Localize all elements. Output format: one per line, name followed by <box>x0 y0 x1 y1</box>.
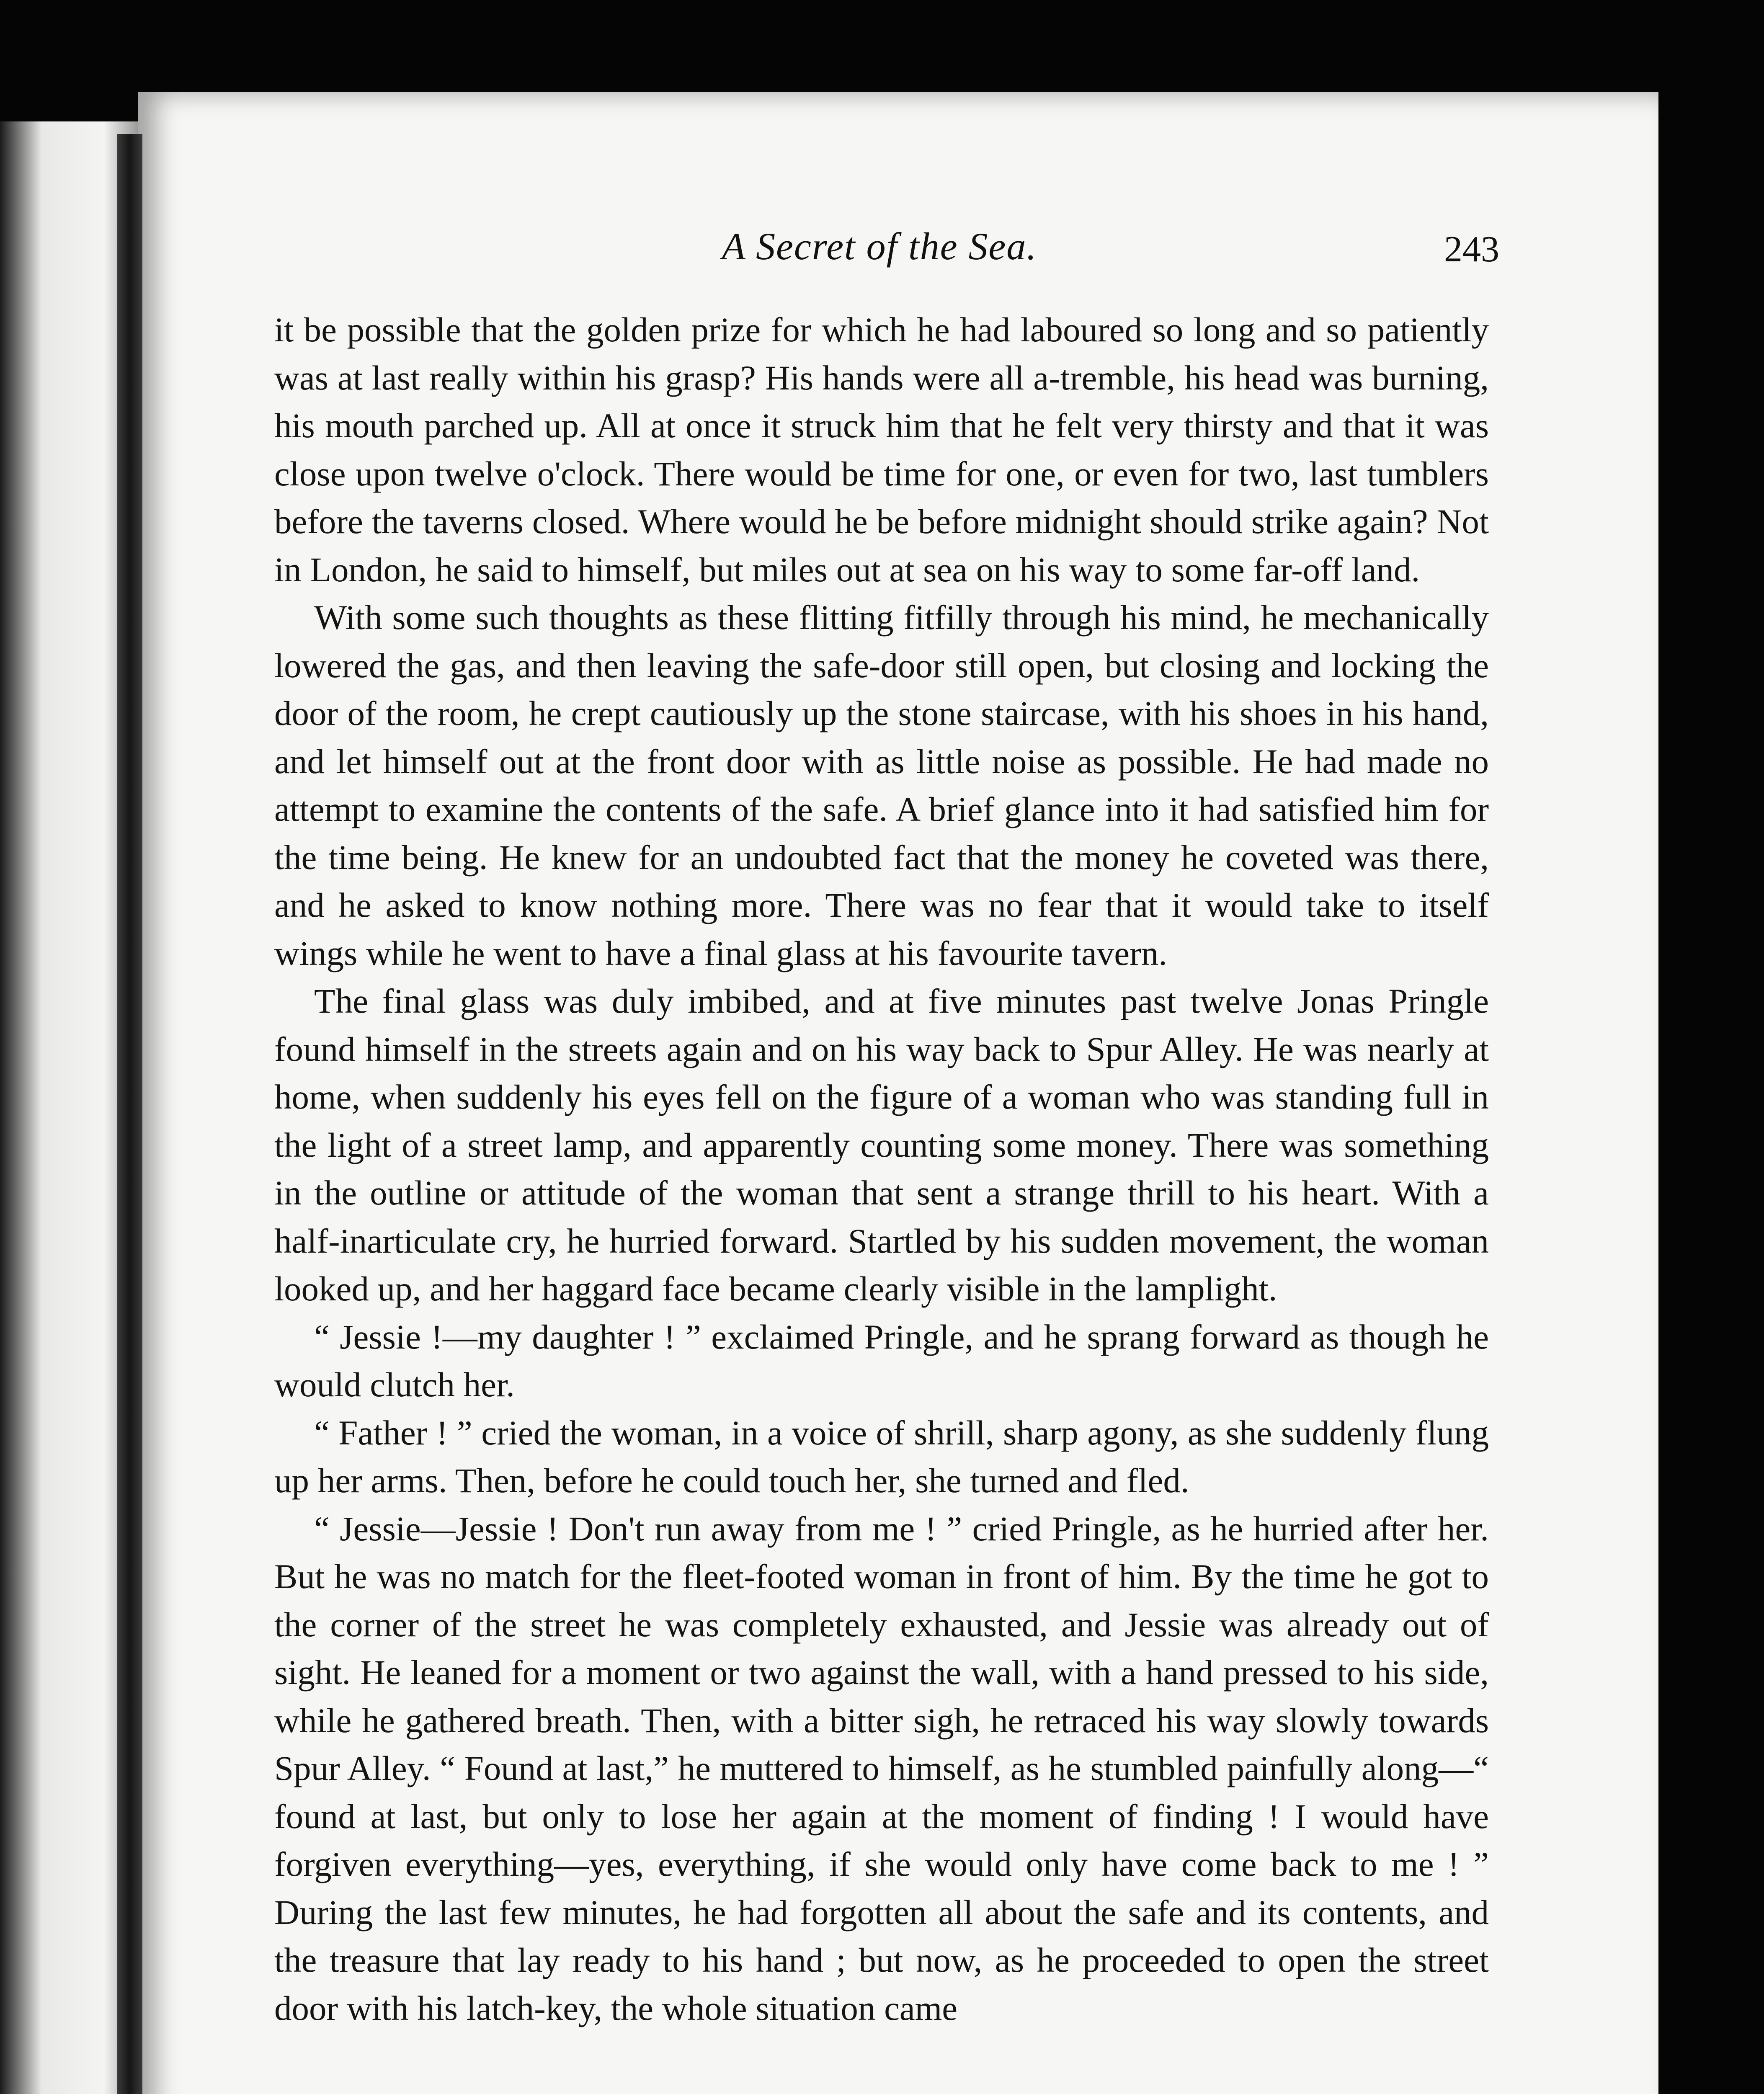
running-title: A Secret of the Sea. <box>722 225 1037 268</box>
paragraph: The final glass was duly imbibed, and at five minutes past twelve Jonas Pringle found himself in the streets again and on his way back to Spur Alley. He was nearly at home, when suddenly his eyes fell on the figure of a woman who was standing full in the light of a street lamp, and apparently counting some money. There was something in the outline or attitude of the woman that sent a strange thrill to his heart. With a half-inarticulate cry, he hurried forward. Startled by his sudden movement, the woman looked up, and her haggard face became clearly visible in the lamplight. <box>274 982 1489 1308</box>
paragraph: With some such thoughts as these flitting fitfilly through his mind, he mechanically lowered the gas, and then leaving the safe-door still open, but closing and locking the door of the room, he crept cautiously up the stone staircase, with his shoes in his hand, and let himself out at the front door with as little noise as possible. He had made no attempt to examine the contents of the safe. A brief glance into it had satisfied him for the time being. He knew for an undoubted fact that the money he coveted was there, and he asked to know nothing more. There was no fear that it would take to itself wings while he went to have a final glass at his favourite tavern. <box>274 598 1489 972</box>
paragraph: “ Father ! ” cried the woman, in a voice of shrill, sharp agony, as she suddenly flung up her arms. Then, before he could touch her, she turned and fled. <box>274 1413 1489 1500</box>
paragraph: “ Jessie—Jessie ! Don't run away from me ! ” cried Pringle, as he hurried after her. But he was no match for the fleet-footed woman in front of him. By the time he got to the corner of the street he was completely exhausted, and Jessie was already out of sight. He leaned for a moment or two against the wall, with a hand pressed to his side, while he gathered breath. Then, with a bitter sigh, he retraced his way slowly towards Spur Alley. “ Found at last,” he muttered to himself, as he stumbled painfully along—“ found at last, but only to lose her again at the moment of finding ! I would have forgiven everything—yes, everything, if she would only have come back to me ! ” During the last few minutes, he had forgotten all about the safe and its contents, and the treasure that lay ready to his hand ; but now, as he proceeded to open the street door with his latch-key, the whole situation came <box>274 1509 1489 2027</box>
body-text <box>274 306 1489 2032</box>
book-gutter <box>117 134 142 2094</box>
paragraph: “ Jessie !—my daughter ! ” exclaimed Pringle, and he sprang forward as though he would clutch her. <box>274 1317 1489 1404</box>
page-number: 243 <box>1444 229 1499 270</box>
paragraph: it be possible that the golden prize for which he had laboured so long and so patiently was at last really within his grasp? His hands were all a-tremble, his head was burning, his mouth parched up. All at once it struck him that he felt very thirsty and that it was close upon twelve o'clock. There would be time for one, or even for two, last tumblers before the taverns closed. Where would he be before midnight should strike again? Not in London, he said to himself, but miles out at sea on his way to some far-off land. <box>274 310 1489 589</box>
